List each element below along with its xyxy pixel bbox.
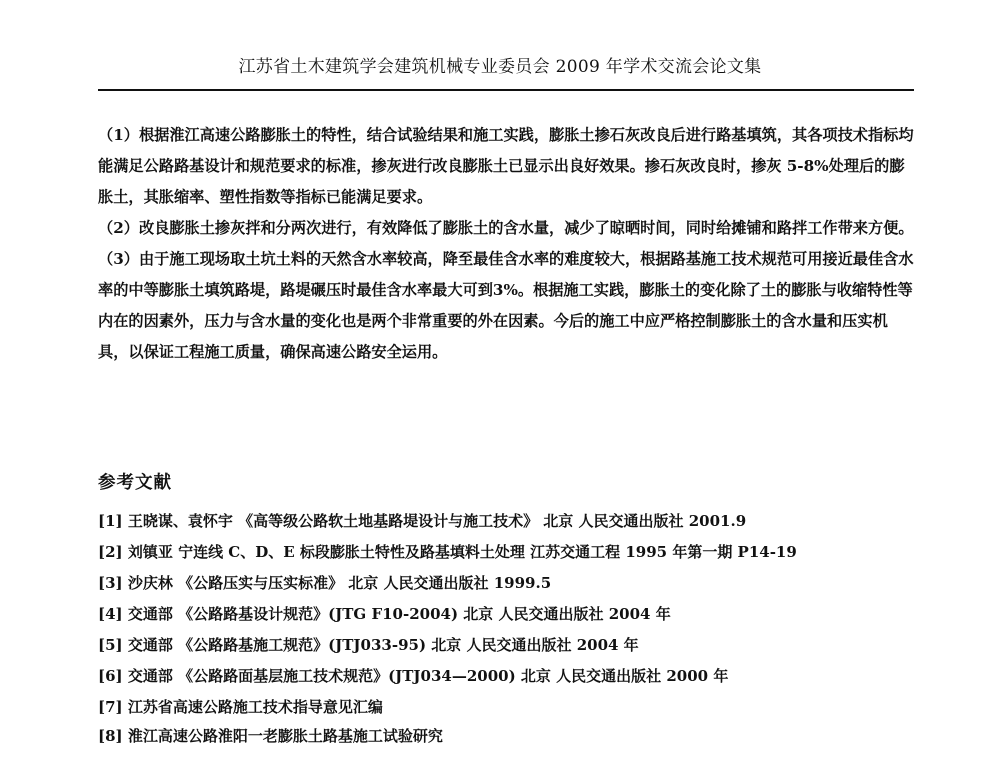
reference-item-8: [8] 淮江高速公路淮阳一老膨胀土路基施工试验研究 (98, 727, 443, 745)
conclusion-paragraph-2: （2）改良膨胀土掺灰拌和分两次进行，有效降低了膨胀土的含水量，减少了晾晒时间，同时给摊铺和路拌工作带来方便。 (98, 219, 914, 237)
references-heading: 参考文献 (98, 473, 172, 493)
reference-item-6: [6] 交通部 《公路路面基层施工技术规范》(JTJ034—2000) 北京 人民交通出版社 2000 年 (98, 667, 729, 685)
references-list (98, 506, 928, 745)
reference-item-4: [4] 交通部 《公路路基设计规范》(JTG F10-2004) 北京 人民交通出版社 2004 年 (98, 605, 671, 623)
reference-item-7: [7] 江苏省高速公路施工技术指导意见汇编 (98, 698, 383, 716)
header-divider (98, 89, 914, 91)
conclusion-paragraph-3: （3）由于施工现场取土坑土料的天然含水率较高，降至最佳含水率的难度较大，根据路基施工技术规范可用接近最佳含水率的中等膨胀土填筑路堤，路堤碾压时最佳含水率最大可到3%。根据施工实践，膨胀土的变化除了土的膨胀与收缩特性等内在的因素外，压力与含水量的变化也是两个非常重要的外在因素。今后的施工中应严格控制膨胀土的含水量和压实机具，以保证工程施工质量，确保高速公路安全运用。 (98, 250, 914, 361)
conclusion-paragraph-1: （1）根据淮江高速公路膨胀土的特性，结合试验结果和施工实践，膨胀土掺石灰改良后进行路基填筑，其各项技术指标均能满足公路路基设计和规范要求的标准，掺灰进行改良膨胀土已显示出良好效果。掺石灰改良时，掺灰 5-8%处理后的膨胀土，其胀缩率、塑性指数等指标已能满足要求。 (98, 126, 914, 206)
running-header-title: 江苏省土木建筑学会建筑机械专业委员会 2009 年学术交流会论文集 (238, 57, 762, 77)
reference-item-5: [5] 交通部 《公路路基施工规范》(JTJ033-95) 北京 人民交通出版社 2004 年 (98, 636, 639, 654)
conclusion-section (98, 120, 916, 368)
reference-item-1: [1] 王晓谋、袁怀宇 《高等级公路软土地基路堤设计与施工技术》 北京 人民交通出版社 2001.9 (98, 512, 747, 530)
reference-item-3: [3] 沙庆林 《公路压实与压实标准》 北京 人民交通出版社 1999.5 (98, 574, 552, 592)
reference-item-2: [2] 刘镇亚 宁连线 C、D、E 标段膨胀土特性及路基填料土处理 江苏交通工程 1995 年第一期 P14-19 (98, 543, 797, 561)
